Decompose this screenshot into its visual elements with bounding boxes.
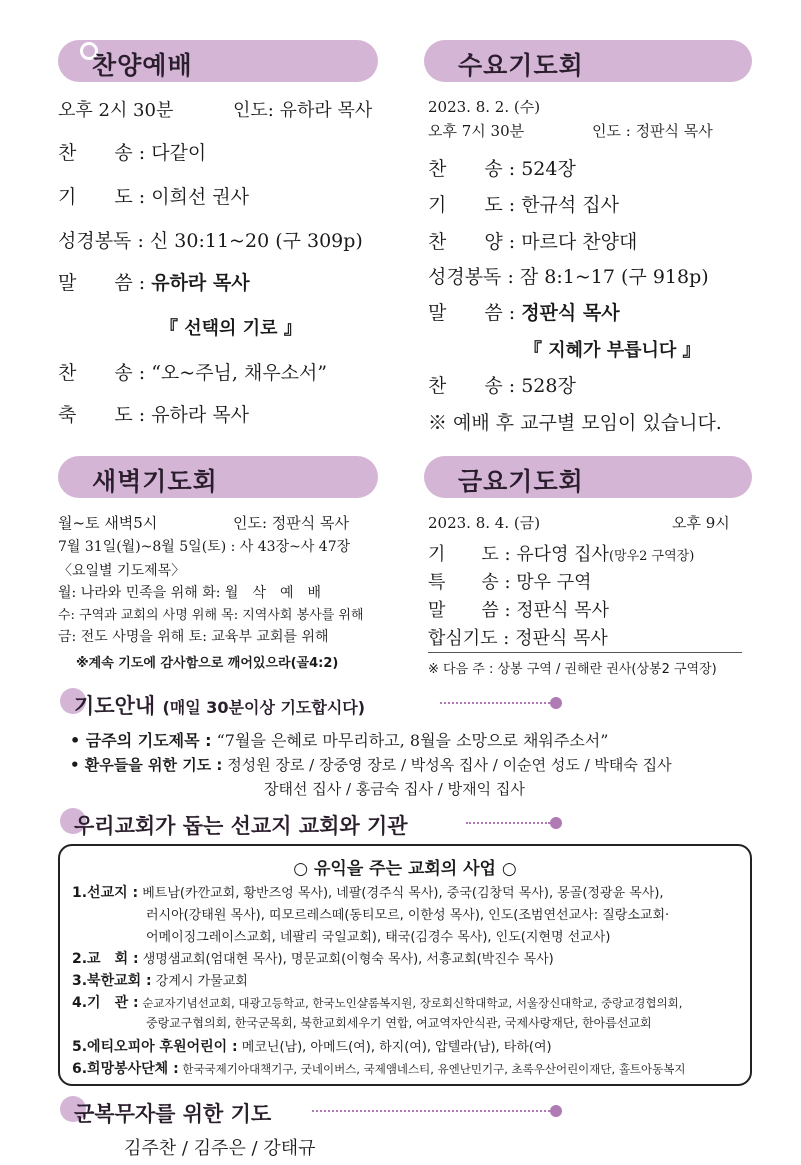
friday-next: ※ 다음 주 : 상봉 구역 / 권해란 권사(상봉2 구역장) [428, 662, 717, 677]
decor-dot [550, 697, 562, 709]
wednesday-row: 기 도 : 한규석 집사 [428, 194, 620, 216]
friday-row: 합심기도 : 정판식 목사 [428, 628, 608, 649]
wednesday-date: 2023. 8. 2. (수) [428, 98, 541, 116]
praise-sermon-title: 『 선택의 기로 』 [160, 318, 302, 339]
wednesday-sermon-title: 『 지혜가 부릅니다 』 [524, 340, 701, 361]
mission-row: 어메이징그레이스교회, 네팔리 국일교회), 태국(김경수 목사), 인도(지현명 선교사) [146, 930, 611, 945]
dawn-range: 7월 31일(월)~8월 5일(토) : 사 43장~사 47장 [58, 539, 351, 555]
dawn-topic: 금: 전도 사명을 위해 토: 교육부 교회를 위해 [58, 629, 329, 645]
missions-box-title: ○ 유익을 주는 교회의 사업 ○ [293, 859, 517, 879]
prayer-guide-item: 장태선 집사 / 홍금숙 집사 / 방재익 집사 [264, 780, 525, 798]
mission-row: 중랑교구협의회, 한국군목회, 북한교회세우기 연합, 여교역자안식관, 국제사랑재단, 한아름선교회 [146, 1016, 652, 1030]
friday-row: 기 도 : 유다영 집사(망우2 구역장) [428, 544, 695, 565]
wednesday-leader: 인도 : 정판식 목사 [592, 122, 713, 140]
wednesday-row: 말 씀 : 정판식 목사 [428, 302, 620, 324]
friday-row: 특 송 : 망우 구역 [428, 572, 592, 593]
wednesday-title: 수요기도회 [458, 51, 584, 80]
dawn-topic: 수: 구역과 교회의 사명 위해 목: 지역사회 봉사를 위해 [58, 608, 364, 623]
praise-row: 찬 송 : “오~주님, 채우소서” [58, 362, 328, 384]
praise-row: 찬 송 : 다같이 [58, 142, 207, 164]
praise-title: 찬양예배 [92, 51, 193, 80]
dawn-time: 월~토 새벽5시 [58, 514, 158, 532]
decor-dot [550, 817, 562, 829]
friday-title: 금요기도회 [458, 467, 584, 496]
praise-time: 오후 2시 30분 [58, 100, 174, 121]
mission-row: 5.에티오피아 후원어린이 : 메코닌(남), 아메드(여), 하지(여), 압텔라(남), 타하(여) [72, 1039, 552, 1055]
dotted-rule [312, 1110, 550, 1112]
dawn-topic: 월: 나라와 민족을 위해 화: 월 삭 예 배 [58, 585, 322, 601]
mission-row: 3.북한교회 : 강계시 가물교회 [72, 973, 248, 989]
wednesday-time: 오후 7시 30분 [428, 122, 525, 140]
wednesday-row: 찬 송 : 528장 [428, 375, 576, 397]
prayer-guide-item: • 금주의 기도제목 : “7월을 은혜로 마무리하고, 8월을 소망으로 채워주소서” [70, 731, 609, 750]
wednesday-row: 성경봉독 : 잠 8:1~17 (구 918p) [428, 266, 709, 288]
dotted-rule [466, 822, 550, 824]
friday-time: 오후 9시 [672, 514, 730, 532]
friday-date: 2023. 8. 4. (금) [428, 514, 541, 532]
mission-row: 4.기 관 : 순교자기념선교회, 대광고등학교, 한국노인샬롬복지원, 장로회신학대학교, 서울장신대학교, 중랑교경협의회, [72, 995, 683, 1011]
praise-row: 성경봉독 : 신 30:11~20 (구 309p) [58, 230, 363, 252]
military-names: 김주찬 / 김주은 / 강태규 [124, 1138, 316, 1159]
mission-row: 러시아(강태원 목사), 띠모르레스떼(동티모르, 이한성 목사), 인도(조범연선교사: 질랑소교회· [146, 908, 670, 923]
decor-dot [550, 1105, 562, 1117]
dotted-rule [440, 702, 550, 704]
mission-row: 6.희망봉사단체 : 한국국제기아대책기구, 굿네이버스, 국제앰네스티, 유엔난민기구, 초록우산어린이재단, 홀트아동복지 [72, 1061, 686, 1077]
dawn-leader: 인도: 정판식 목사 [233, 514, 350, 532]
mission-row: 1.선교지 : 베트남(카깐교회, 황반즈엉 목사), 네팔(경주식 목사), 중국(김창덕 목사), 몽골(정광윤 목사), [72, 885, 664, 901]
military-title: 군복무자를 위한 기도 [74, 1102, 272, 1126]
wednesday-row: 찬 양 : 마르다 찬양대 [428, 231, 638, 253]
prayer-guide-title: 기도안내 (매일 30분이상 기도합시다) [74, 694, 366, 718]
wednesday-note: ※ 예배 후 교구별 모임이 있습니다. [428, 412, 722, 434]
dawn-topics-title: 〈요일별 기도제목〉 [58, 563, 186, 579]
prayer-guide-item: • 환우들을 위한 기도 : 정성원 장로 / 장중영 장로 / 박성옥 집사 / 이순연 성도 / 박태숙 집사 [70, 756, 672, 774]
praise-row: 기 도 : 이희선 권사 [58, 186, 250, 208]
praise-row: 축 도 : 유하라 목사 [58, 404, 250, 426]
dawn-title: 새벽기도회 [92, 467, 218, 496]
praise-leader: 인도: 유하라 목사 [233, 100, 373, 121]
missions-title: 우리교회가 돕는 선교지 교회와 기관 [74, 814, 408, 838]
dawn-verse: ※계속 기도에 감사함으로 깨어있으라(골4:2) [76, 656, 339, 671]
wednesday-row: 찬 송 : 524장 [428, 158, 576, 180]
friday-divider [428, 652, 742, 653]
missions-box [58, 844, 752, 1086]
mission-row: 2.교 회 : 생명샘교회(엄대현 목사), 명문교회(이형숙 목사), 서흥교회(박진수 목사) [72, 951, 554, 967]
praise-row: 말 씀 : 유하라 목사 [58, 272, 250, 294]
friday-row: 말 씀 : 정판식 목사 [428, 600, 609, 621]
